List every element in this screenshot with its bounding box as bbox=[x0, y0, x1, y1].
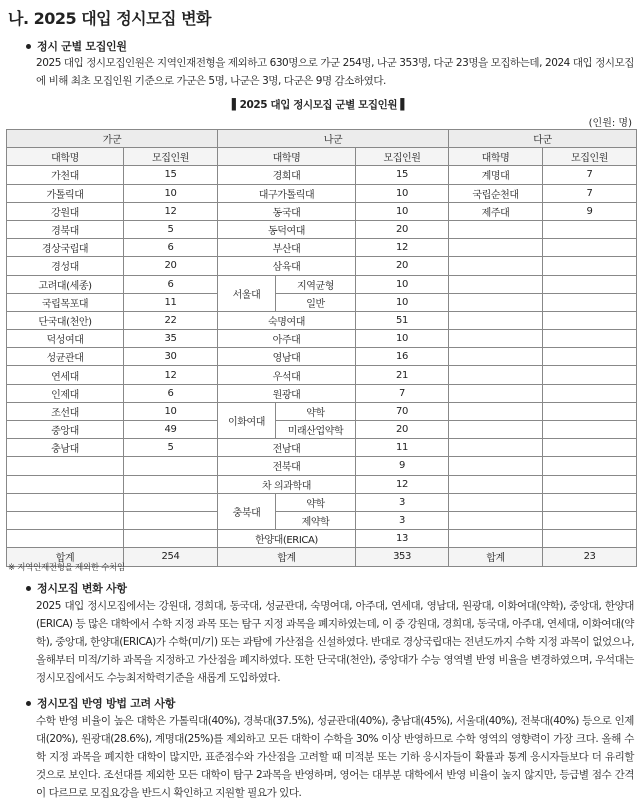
table-row bbox=[7, 457, 637, 475]
cell-count: 22 bbox=[124, 311, 218, 329]
cell-school: 경성대 bbox=[7, 257, 124, 275]
cell-count: 6 bbox=[124, 275, 218, 293]
table-row bbox=[7, 402, 637, 420]
cell-school: 조선대 bbox=[7, 402, 124, 420]
cell-school: 전북대 bbox=[218, 457, 356, 475]
cell-school: 충남대 bbox=[7, 439, 124, 457]
table-caption: ▌2025 대입 정시모집 군별 모집인원 ▌ bbox=[231, 99, 409, 111]
section-heading-text: 정시 군별 모집인원 bbox=[37, 40, 127, 53]
cell-count: 49 bbox=[124, 421, 218, 439]
cell-school: 삼육대 bbox=[218, 257, 356, 275]
cell-school: 동국대 bbox=[218, 202, 356, 220]
cell-count: 11 bbox=[356, 439, 449, 457]
cell-school: 경상국립대 bbox=[7, 239, 124, 257]
cell-count: 10 bbox=[124, 184, 218, 202]
cell-empty bbox=[449, 421, 543, 439]
cell-count: 51 bbox=[356, 311, 449, 329]
cell-empty bbox=[7, 530, 124, 548]
cell-school: 가천대 bbox=[7, 166, 124, 184]
cell-count: 12 bbox=[124, 202, 218, 220]
cell-count: 3 bbox=[356, 493, 449, 511]
cell-track: 약학 bbox=[276, 402, 356, 420]
cell-empty bbox=[543, 402, 637, 420]
cell-empty bbox=[7, 457, 124, 475]
cell-school: 충북대 bbox=[218, 493, 276, 529]
table-row bbox=[7, 384, 637, 402]
cell-empty bbox=[543, 511, 637, 529]
page-title: 나. 2025 대입 정시모집 변화 bbox=[8, 9, 211, 28]
section-heading-text: 정시모집 반영 방법 고려 사항 bbox=[37, 697, 176, 710]
cell-empty bbox=[449, 493, 543, 511]
cell-count: 9 bbox=[543, 202, 637, 220]
cell-empty bbox=[449, 457, 543, 475]
table-row bbox=[7, 220, 637, 238]
cell-school: 이화여대 bbox=[218, 402, 276, 438]
section-paragraph-considerations: 수학 반영 비율이 높은 대학은 가톨릭대(40%), 경북대(37.5%), 성균관대(40%), 충남대(45%), 서울대(40%), 전북대(40%) 등으로 인제대(20%), 원광대(28.6%), 계명대(25%)를 제외하고 모든 대학이 수학을 30% 이상 반영하므로 수학 영역의 영향력이 가장 크다. 올해 수학 지정 과목을 폐지한 대학이 많지만, 표준점수와 가산점을 고려할 때 미적분 또는 기하 응시자들이 확률과 통계 응시자들보다 더 유리할 것으로 보인다. 조선대를 제외한 모든 대학이 탐구 2과목을 반영하며, 영어는 대부분 대학에서 반영 비율이 높지 않지만, 등급별 점수 간격이 다르므로 모집요강을 반드시 확인하고 지원할 필요가 있다. bbox=[36, 715, 634, 799]
total-value: 353 bbox=[356, 548, 449, 566]
cell-count: 10 bbox=[124, 402, 218, 420]
cell-count: 15 bbox=[124, 166, 218, 184]
cell-school: 숙명여대 bbox=[218, 311, 356, 329]
table-row bbox=[7, 348, 637, 366]
bullet-icon bbox=[26, 701, 31, 706]
cell-count: 9 bbox=[356, 457, 449, 475]
cell-empty bbox=[124, 511, 218, 529]
quota-table bbox=[6, 129, 637, 567]
cell-school: 아주대 bbox=[218, 330, 356, 348]
total-value: 23 bbox=[543, 548, 637, 566]
cell-track: 일반 bbox=[276, 293, 356, 311]
cell-empty bbox=[543, 493, 637, 511]
total-label: 합계 bbox=[218, 548, 356, 566]
cell-school: 가톨릭대 bbox=[7, 184, 124, 202]
cell-school: 부산대 bbox=[218, 239, 356, 257]
cell-track: 미래산업약학 bbox=[276, 421, 356, 439]
table-row bbox=[7, 439, 637, 457]
cell-empty bbox=[449, 275, 543, 293]
group-header-da: 다군 bbox=[449, 130, 637, 148]
cell-empty bbox=[543, 239, 637, 257]
cell-empty bbox=[449, 530, 543, 548]
total-value: 254 bbox=[124, 548, 218, 566]
cell-count: 6 bbox=[124, 384, 218, 402]
cell-school: 제주대 bbox=[449, 202, 543, 220]
cell-count: 10 bbox=[356, 293, 449, 311]
table-row bbox=[7, 366, 637, 384]
cell-empty bbox=[449, 330, 543, 348]
table-unit: (인원: 명) bbox=[588, 118, 632, 129]
cell-empty bbox=[543, 439, 637, 457]
cell-track: 약학 bbox=[276, 493, 356, 511]
cell-count: 5 bbox=[124, 439, 218, 457]
cell-empty bbox=[543, 220, 637, 238]
cell-empty bbox=[449, 220, 543, 238]
col-header-count: 모집인원 bbox=[356, 148, 449, 166]
cell-count: 20 bbox=[356, 421, 449, 439]
group-header-ga: 가군 bbox=[7, 130, 218, 148]
cell-count: 15 bbox=[356, 166, 449, 184]
cell-empty bbox=[543, 330, 637, 348]
cell-empty bbox=[449, 311, 543, 329]
table-row bbox=[7, 184, 637, 202]
table-row bbox=[7, 421, 637, 439]
cell-school: 전남대 bbox=[218, 439, 356, 457]
cell-count: 10 bbox=[356, 330, 449, 348]
cell-school: 인제대 bbox=[7, 384, 124, 402]
col-header-count: 모집인원 bbox=[124, 148, 218, 166]
cell-school: 동덕여대 bbox=[218, 220, 356, 238]
col-header-school: 대학명 bbox=[449, 148, 543, 166]
cell-count: 7 bbox=[543, 184, 637, 202]
cell-count: 10 bbox=[356, 184, 449, 202]
cell-school: 고려대(세종) bbox=[7, 275, 124, 293]
bullet-icon bbox=[26, 586, 31, 591]
cell-empty bbox=[543, 293, 637, 311]
cell-empty bbox=[543, 348, 637, 366]
cell-track: 제약학 bbox=[276, 511, 356, 529]
cell-count: 7 bbox=[356, 384, 449, 402]
cell-count: 5 bbox=[124, 220, 218, 238]
cell-count: 3 bbox=[356, 511, 449, 529]
cell-empty bbox=[449, 384, 543, 402]
cell-empty bbox=[449, 348, 543, 366]
cell-empty bbox=[449, 239, 543, 257]
table-row bbox=[7, 275, 637, 293]
section-paragraph-quota: 2025 대입 정시모집인원은 지역인재전형을 제외하고 630명으로 가군 254명, 나군 353명, 다군 23명을 모집하는데, 2024 대입 정시모집에 비해 최초 모집인원 기준으로 가군은 5명, 나군은 3명, 다군은 9명 감소하였다. bbox=[36, 57, 634, 87]
cell-count: 7 bbox=[543, 166, 637, 184]
cell-count: 20 bbox=[356, 257, 449, 275]
section-heading-changes bbox=[26, 580, 127, 596]
cell-empty bbox=[543, 311, 637, 329]
cell-count: 16 bbox=[356, 348, 449, 366]
section-heading-considerations bbox=[26, 695, 175, 711]
cell-count: 21 bbox=[356, 366, 449, 384]
section-heading-text: 정시모집 변화 사항 bbox=[37, 582, 127, 595]
cell-empty bbox=[449, 257, 543, 275]
cell-count: 6 bbox=[124, 239, 218, 257]
col-header-school: 대학명 bbox=[218, 148, 356, 166]
cell-empty bbox=[543, 421, 637, 439]
cell-count: 12 bbox=[124, 366, 218, 384]
table-row bbox=[7, 311, 637, 329]
cell-school: 덕성여대 bbox=[7, 330, 124, 348]
cell-school: 경희대 bbox=[218, 166, 356, 184]
cell-school: 성균관대 bbox=[7, 348, 124, 366]
cell-school: 국립순천대 bbox=[449, 184, 543, 202]
cell-empty bbox=[449, 511, 543, 529]
col-header-school: 대학명 bbox=[7, 148, 124, 166]
cell-count: 70 bbox=[356, 402, 449, 420]
cell-empty bbox=[543, 530, 637, 548]
table-row bbox=[7, 475, 637, 493]
cell-school: 계명대 bbox=[449, 166, 543, 184]
cell-school: 대구가톨릭대 bbox=[218, 184, 356, 202]
cell-school: 중앙대 bbox=[7, 421, 124, 439]
bullet-icon bbox=[26, 44, 31, 49]
cell-school: 경북대 bbox=[7, 220, 124, 238]
total-label: 합계 bbox=[7, 548, 124, 566]
table-row bbox=[7, 330, 637, 348]
cell-count: 11 bbox=[124, 293, 218, 311]
cell-school: 단국대(천안) bbox=[7, 311, 124, 329]
cell-school: 국립목포대 bbox=[7, 293, 124, 311]
cell-empty bbox=[543, 366, 637, 384]
cell-track: 지역균형 bbox=[276, 275, 356, 293]
cell-empty bbox=[7, 475, 124, 493]
table-row bbox=[7, 257, 637, 275]
cell-school: 한양대(ERICA) bbox=[218, 530, 356, 548]
cell-school: 강원대 bbox=[7, 202, 124, 220]
table-row bbox=[7, 202, 637, 220]
table-row bbox=[7, 239, 637, 257]
cell-empty bbox=[124, 475, 218, 493]
cell-empty bbox=[449, 439, 543, 457]
table-row bbox=[7, 493, 637, 511]
group-header-na: 나군 bbox=[218, 130, 449, 148]
cell-count: 35 bbox=[124, 330, 218, 348]
cell-count: 12 bbox=[356, 239, 449, 257]
cell-empty bbox=[449, 475, 543, 493]
cell-count: 20 bbox=[124, 257, 218, 275]
cell-empty bbox=[7, 493, 124, 511]
cell-empty bbox=[543, 475, 637, 493]
cell-school: 연세대 bbox=[7, 366, 124, 384]
table-footnote: ※ 지역인재전형을 제외한 수치임 bbox=[8, 563, 125, 573]
cell-empty bbox=[449, 402, 543, 420]
cell-school: 원광대 bbox=[218, 384, 356, 402]
cell-count: 20 bbox=[356, 220, 449, 238]
cell-empty bbox=[449, 293, 543, 311]
cell-empty bbox=[543, 384, 637, 402]
total-label: 합계 bbox=[449, 548, 543, 566]
cell-count: 12 bbox=[356, 475, 449, 493]
table-row bbox=[7, 511, 637, 529]
cell-school: 영남대 bbox=[218, 348, 356, 366]
cell-count: 10 bbox=[356, 275, 449, 293]
col-header-count: 모집인원 bbox=[543, 148, 637, 166]
cell-count: 30 bbox=[124, 348, 218, 366]
cell-empty bbox=[543, 257, 637, 275]
table-row bbox=[7, 166, 637, 184]
cell-empty bbox=[449, 366, 543, 384]
cell-empty bbox=[543, 275, 637, 293]
cell-empty bbox=[124, 530, 218, 548]
cell-empty bbox=[124, 457, 218, 475]
cell-empty bbox=[124, 493, 218, 511]
cell-school: 서울대 bbox=[218, 275, 276, 311]
cell-empty bbox=[7, 511, 124, 529]
section-paragraph-changes: 2025 대입 정시모집에서는 강원대, 경희대, 동국대, 성균관대, 숙명여대, 아주대, 연세대, 영남대, 원광대, 이화여대(약학), 중앙대, 한양대(ERICA) 등 많은 대학에서 수학 지정 과목 또는 탐구 지정 과목을 폐지하였는데, 이 중 강원대, 경희대, 동국대, 아주대, 연세대, 이화여대(약학), 중앙대, 한양대(ERICA)가 수학(미/기) 또는 과탐에 가산점을 신설하였다. 반대로 경상국립대는 전년도까지 수학 지정 과목이 없었으나, 올해부터 미적/기하 과목을 지정하고 가산점을 폐지하였다. 또한 단국대(천안), 중앙대가 수능 영역별 반영 비율을 변경하였으며, 우석대는 정시모집에서도 수능최저학력기준을 새롭게 도입하였다. bbox=[36, 600, 634, 684]
cell-school: 우석대 bbox=[218, 366, 356, 384]
cell-school: 차 의과학대 bbox=[218, 475, 356, 493]
cell-count: 10 bbox=[356, 202, 449, 220]
section-heading-quota bbox=[26, 38, 127, 54]
cell-count: 13 bbox=[356, 530, 449, 548]
cell-empty bbox=[543, 457, 637, 475]
table-row bbox=[7, 293, 637, 311]
table-row bbox=[7, 530, 637, 548]
